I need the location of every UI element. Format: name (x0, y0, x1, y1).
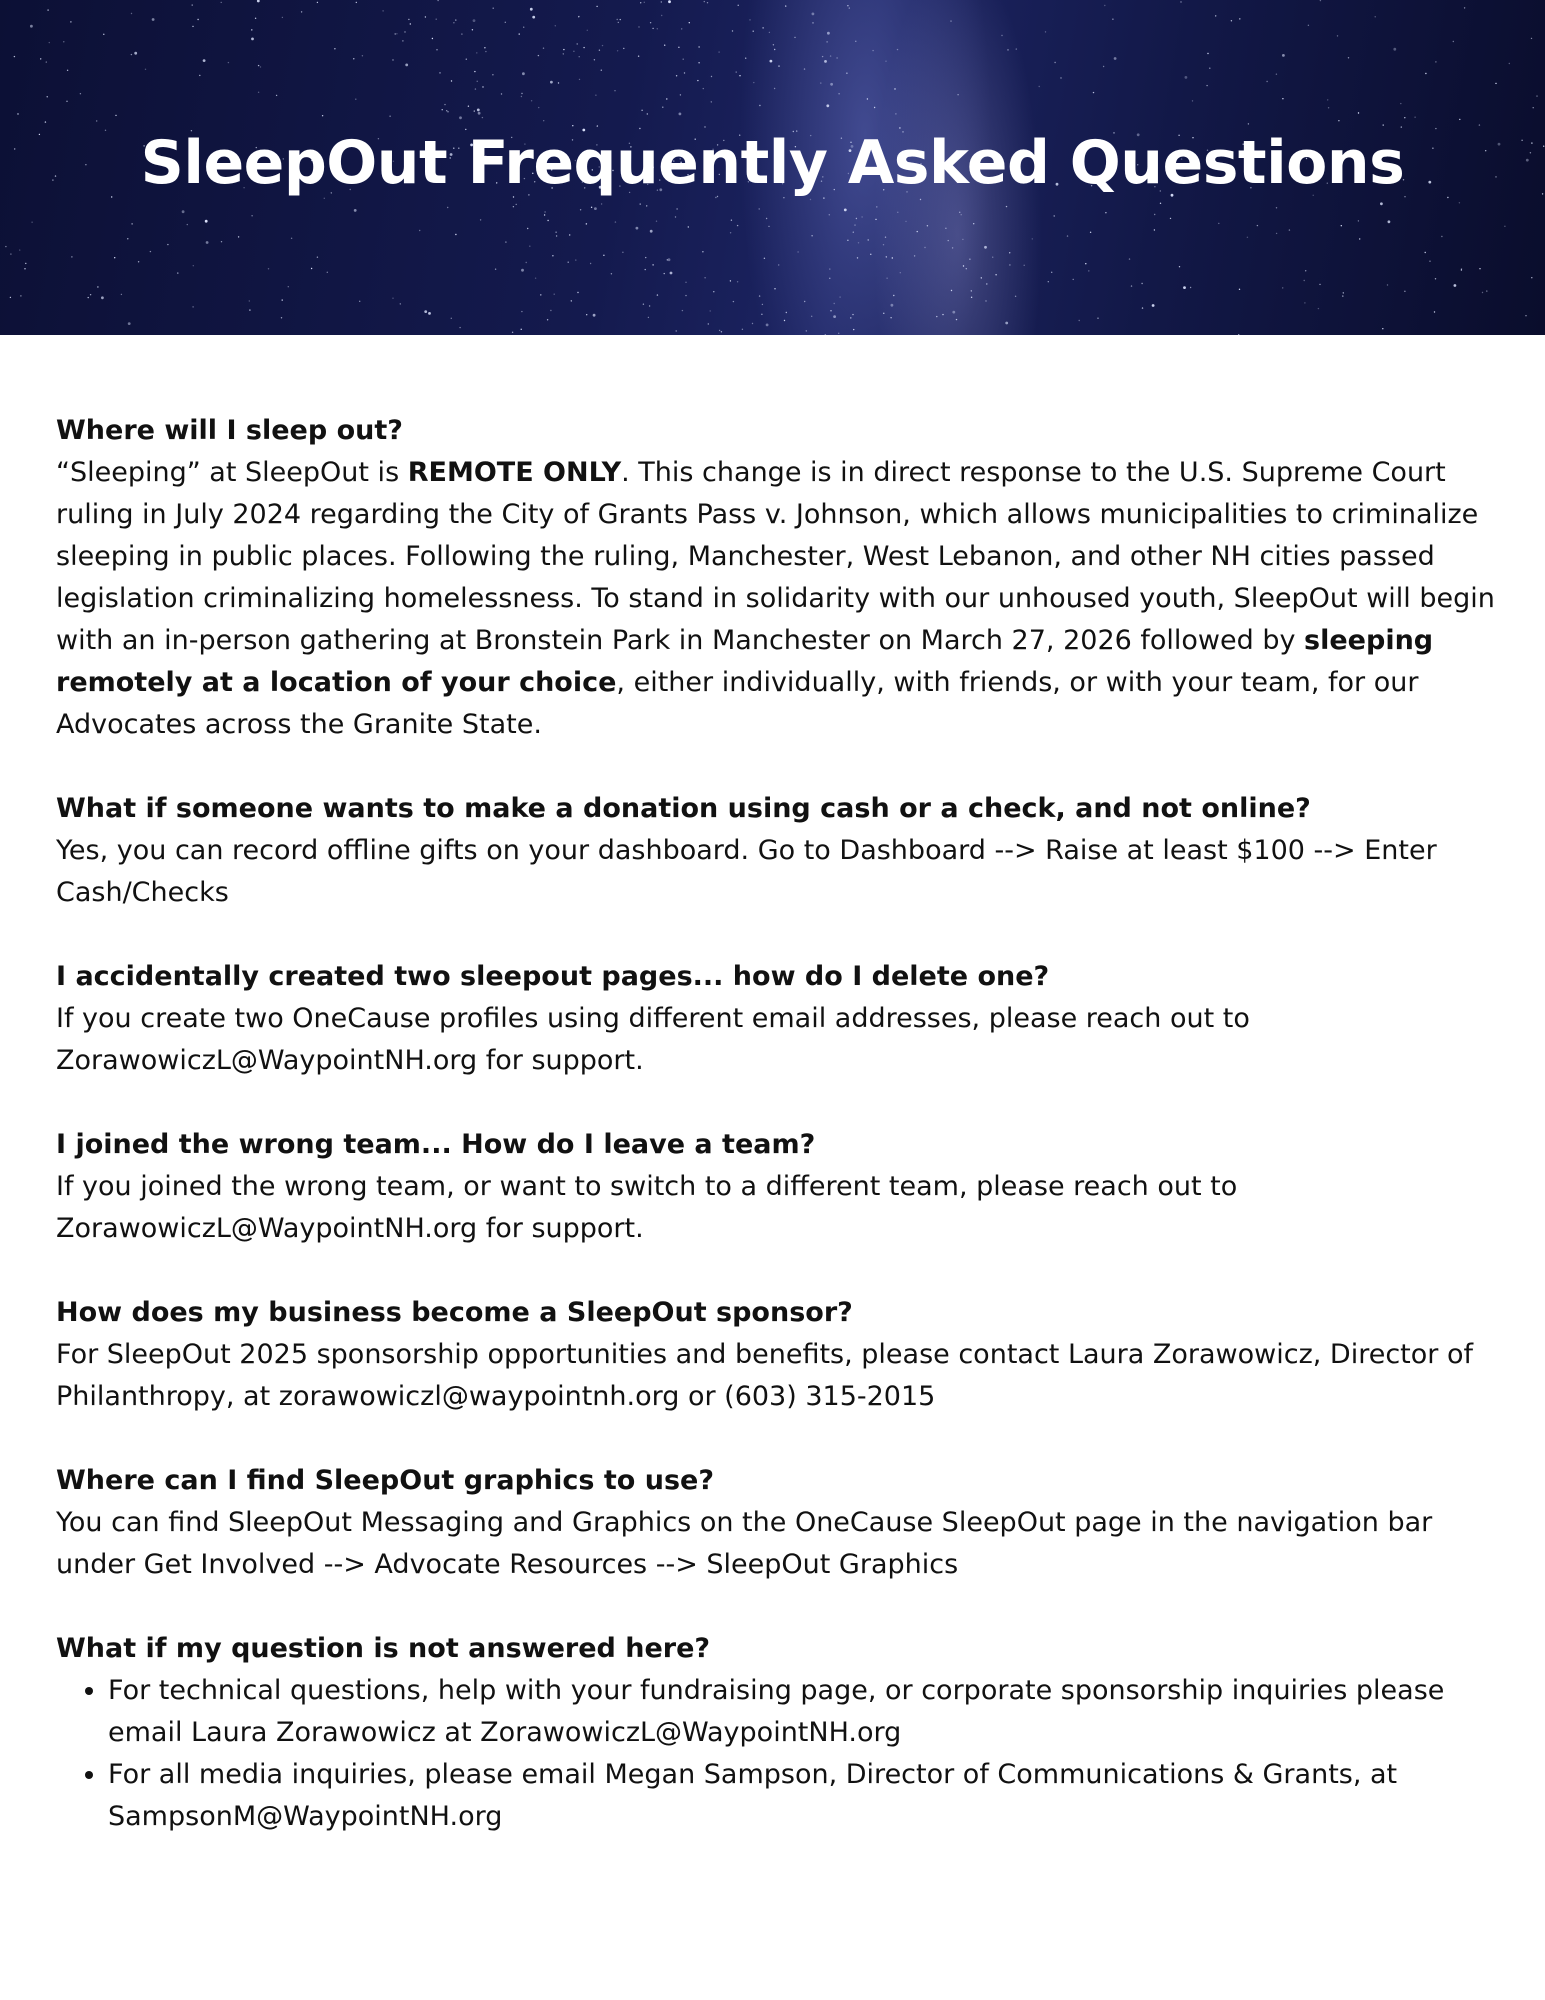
page-title: SleepOut Frequently Asked Questions (140, 128, 1405, 198)
faq-answer: You can find SleepOut Messaging and Graphics on the OneCause SleepOut page in the navigation bar under Get Involved --> Advocate Resources --> SleepOut Graphics (56, 1507, 1433, 1580)
faq-question: I accidentally created two sleepout pages... how do I delete one? (56, 961, 1050, 992)
faq-item (56, 1628, 1496, 1838)
faq-question: I joined the wrong team... How do I leave a team? (56, 1129, 816, 1160)
header-banner (0, 0, 1545, 335)
faq-question: Where can I find SleepOut graphics to use? (56, 1465, 714, 1496)
faq-item (56, 1292, 1496, 1418)
bullet-item: • For all media inquiries, please email Megan Sampson, Director of Communications & Grants, at SampsonM@WaypointNH.org (108, 1754, 1496, 1838)
faq-question: How does my business become a SleepOut sponsor? (56, 1297, 853, 1328)
faq-list (56, 410, 1496, 1880)
answer-emphasis: sleeping remotely at a location of your choice (56, 625, 1434, 698)
faq-answer (56, 452, 1496, 746)
faq-item (56, 788, 1496, 914)
faq-item (56, 1124, 1496, 1250)
faq-answer: If you joined the wrong team, or want to switch to a different team, please reach out to ZorawowiczL@WaypointNH.org for support. (56, 1171, 1238, 1244)
faq-answer: Yes, you can record offline gifts on your dashboard. Go to Dashboard --> Raise at least $100 --> Enter Cash/Checks (56, 835, 1437, 908)
faq-question: What if someone wants to make a donation using cash or a check, and not online? (56, 793, 1311, 824)
bullet-item: • For technical questions, help with your fundraising page, or corporate sponsorship inquiries please email Laura Zorawowicz at ZorawowiczL@WaypointNH.org (108, 1670, 1496, 1754)
faq-item (56, 956, 1496, 1082)
faq-item (56, 1460, 1496, 1586)
answer-text: . This change is in direct response to the U.S. Supreme Court ruling in July 2024 regarding the City of Grants Pass v. Johnson, which allows municipalities to criminalize sleeping in public places. Following the ruling, Manchester, West Lebanon, and other NH cities passed legislation criminalizing homelessness. To stand in solidarity with our unhoused youth, SleepOut will begin with an in-person gathering at Bronstein Park in Manchester on March 27, 2026 followed by (56, 457, 1495, 656)
answer-text: , either individually, with friends, or with your team, for our Advocates across the Granite State. (56, 667, 1419, 740)
answer-emphasis: REMOTE ONLY (407, 457, 622, 488)
contact-bullet-list (56, 1670, 1496, 1838)
faq-item (56, 410, 1496, 746)
faq-answer: For SleepOut 2025 sponsorship opportunities and benefits, please contact Laura Zorawowicz, Director of Philanthropy, at zorawowiczl@waypointnh.org or (603) 315-2015 (56, 1339, 1473, 1412)
answer-text: “Sleeping” at SleepOut is (56, 457, 408, 488)
faq-question: What if my question is not answered here? (56, 1633, 711, 1664)
faq-question: Where will I sleep out? (56, 415, 403, 446)
faq-answer: If you create two OneCause profiles using different email addresses, please reach out to ZorawowiczL@WaypointNH.org for support. (56, 1003, 1250, 1076)
